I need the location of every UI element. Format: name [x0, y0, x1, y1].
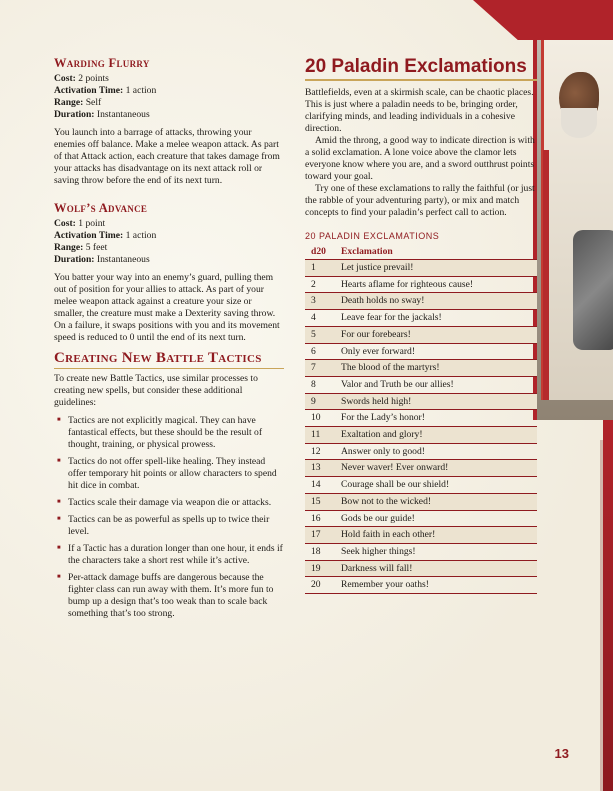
- row-number: 6: [305, 343, 335, 360]
- table-row: [305, 427, 537, 444]
- table-row: [305, 310, 537, 327]
- row-exclamation: Hold faith in each other!: [335, 527, 537, 544]
- row-exclamation: Seek higher things!: [335, 543, 537, 560]
- row-exclamation: Hearts aflame for righteous cause!: [335, 276, 537, 293]
- table-row: [305, 560, 537, 577]
- row-number: 2: [305, 276, 335, 293]
- list-item: ■ Per-attack damage buffs are dangerous because the fighter class can run away with them. It’s more fun to bump up a design that’s too weak than to scale back something that’s too strong.: [68, 572, 284, 620]
- warding-duration: Duration: Instantaneous: [54, 109, 150, 120]
- paladin-illustration: [533, 0, 613, 420]
- row-exclamation: Courage shall be our shield!: [335, 477, 537, 494]
- row-exclamation: Answer only to good!: [335, 443, 537, 460]
- intro-paragraph-3: Try one of these exclamations to rally the faithful (or just the rabble of your adventuring party), or mix and match concepts to find your paladin’s perfect call to action.: [305, 183, 535, 218]
- table-row: [305, 260, 537, 277]
- table-row: [305, 393, 537, 410]
- table-row: [305, 543, 537, 560]
- row-exclamation: Leave fear for the jackals!: [335, 310, 537, 327]
- table-row: [305, 376, 537, 393]
- row-exclamation: Darkness will fall!: [335, 560, 537, 577]
- page-number: 13: [554, 746, 569, 761]
- list-item: ■ Tactics can be as powerful as spells up to twice their level.: [68, 514, 284, 538]
- list-item: ■ If a Tactic has a duration longer than one hour, it ends if the characters take a short rest while it’s active.: [68, 543, 284, 567]
- table-row: [305, 577, 537, 594]
- table-row: [305, 360, 537, 377]
- row-exclamation: Valor and Truth be our allies!: [335, 376, 537, 393]
- table-row: [305, 493, 537, 510]
- row-exclamation: Never waver! Ever onward!: [335, 460, 537, 477]
- wolf-activation: Activation Time: 1 action: [54, 230, 157, 241]
- col-exclamation-header: Exclamation: [335, 245, 537, 260]
- row-exclamation: Remember your oaths!: [335, 577, 537, 594]
- row-number: 5: [305, 326, 335, 343]
- row-exclamation: Bow not to the wicked!: [335, 493, 537, 510]
- paladin-exclamations-heading: 20 Paladin Exclamations: [305, 56, 537, 81]
- row-number: 17: [305, 527, 335, 544]
- warding-flurry-heading: Warding Flurry: [54, 56, 150, 70]
- list-item: ■ Tactics do not offer spell-like healing. They instead offer temporary hit points or allow characters to spend hit dice in combat.: [68, 456, 284, 492]
- table-row: [305, 410, 537, 427]
- wolf-description: You batter your way into an enemy’s guard, pulling them out of position for your allies to attack. As part of your melee weapon attack against a creature your size or smaller, the creature must make a Dexterity saving throw. On a failure, it swaps positions with you and its movement speed is reduced to 0 until the end of its next turn.: [54, 272, 280, 343]
- right-column: [305, 56, 537, 594]
- row-number: 14: [305, 477, 335, 494]
- row-number: 11: [305, 427, 335, 444]
- row-exclamation: Only ever forward!: [335, 343, 537, 360]
- warding-cost: Cost: 2 points: [54, 73, 109, 84]
- row-exclamation: Death holds no sway!: [335, 293, 537, 310]
- guidelines-list: [54, 415, 284, 620]
- row-exclamation: Let justice prevail!: [335, 260, 537, 277]
- row-number: 9: [305, 393, 335, 410]
- side-border-strip: [603, 420, 613, 791]
- table-title: 20 PALADIN EXCLAMATIONS: [305, 231, 440, 241]
- warding-description: You launch into a barrage of attacks, throwing your enemies off balance. Make a melee weapon attack. As part of that Attack action, each creature that takes damage from your attacks has disadvantage on its next attack roll or saving throw before the end of its next turn.: [54, 127, 280, 186]
- left-column: [54, 56, 284, 625]
- row-number: 1: [305, 260, 335, 277]
- row-exclamation: Gods be our guide!: [335, 510, 537, 527]
- wolfs-advance-heading: Wolf’s Advance: [54, 201, 148, 215]
- row-number: 15: [305, 493, 335, 510]
- table-row: [305, 326, 537, 343]
- table-row: [305, 293, 537, 310]
- row-number: 8: [305, 376, 335, 393]
- wolf-range: Range: 5 feet: [54, 242, 108, 253]
- warding-activation: Activation Time: 1 action: [54, 85, 157, 96]
- warding-range: Range: Self: [54, 97, 102, 108]
- row-exclamation: Exaltation and glory!: [335, 427, 537, 444]
- list-item: ■ Tactics scale their damage via weapon die or attacks.: [68, 497, 284, 509]
- row-number: 3: [305, 293, 335, 310]
- creating-tactics-heading: Creating New Battle Tactics: [54, 350, 284, 369]
- table-row: [305, 477, 537, 494]
- row-exclamation: For our forebears!: [335, 326, 537, 343]
- table-row: [305, 527, 537, 544]
- creating-intro: To create new Battle Tactics, use similar processes to creating new spells, but consider these additional guidelines:: [54, 373, 258, 408]
- row-exclamation: Swords held high!: [335, 393, 537, 410]
- row-number: 12: [305, 443, 335, 460]
- exclamations-table: [305, 245, 537, 594]
- wolf-cost: Cost: 1 point: [54, 218, 106, 229]
- list-item: ■ Tactics are not explicitly magical. They can have fantastical effects, but these should be the result of thought, training, or physical prowess.: [68, 415, 284, 451]
- row-number: 4: [305, 310, 335, 327]
- wolf-duration: Duration: Instantaneous: [54, 254, 150, 265]
- row-number: 13: [305, 460, 335, 477]
- row-number: 20: [305, 577, 335, 594]
- row-number: 18: [305, 543, 335, 560]
- table-row: [305, 276, 537, 293]
- row-number: 10: [305, 410, 335, 427]
- intro-paragraph-2: Amid the throng, a good way to indicate direction is with a solid exclamation. A lone voice above the clamor lets everyone know where you are, and a sword outthrust points toward your goal.: [305, 135, 535, 182]
- table-row: [305, 343, 537, 360]
- row-exclamation: The blood of the martyrs!: [335, 360, 537, 377]
- table-row: [305, 510, 537, 527]
- row-exclamation: For the Lady’s honor!: [335, 410, 537, 427]
- col-d20-header: d20: [305, 245, 335, 260]
- table-row: [305, 443, 537, 460]
- row-number: 19: [305, 560, 335, 577]
- table-header-row: [305, 245, 537, 260]
- table-row: [305, 460, 537, 477]
- row-number: 7: [305, 360, 335, 377]
- row-number: 16: [305, 510, 335, 527]
- intro-paragraph-1: Battlefields, even at a skirmish scale, can be chaotic places. This is just where a paladin needs to be, bringing order, clarifying minds, and leading individuals in a cohesive direction.: [305, 87, 534, 134]
